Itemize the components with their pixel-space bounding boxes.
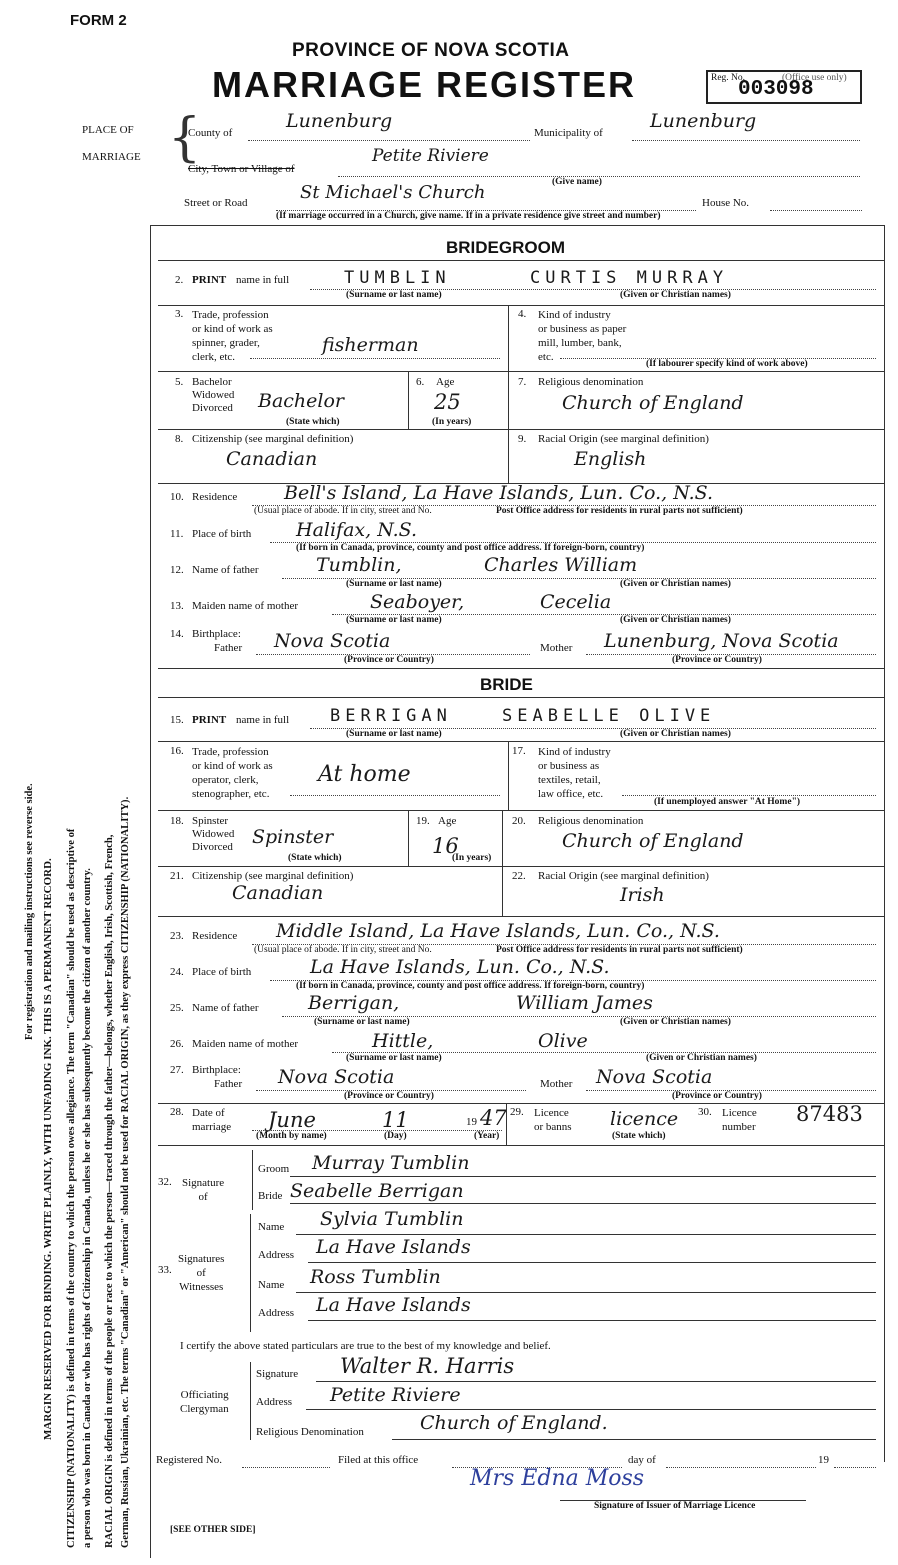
field-33-l2: of bbox=[196, 1267, 206, 1279]
field-5-l2: Widowed bbox=[192, 389, 235, 401]
field-17-note: (If unemployed answer "At Home") bbox=[654, 797, 801, 807]
field-17-l3: textiles, retail, bbox=[538, 774, 601, 786]
licence-number: 87483 bbox=[796, 1102, 863, 1126]
field-11-num: 11. bbox=[170, 528, 184, 540]
field-16-l1: Trade, profession bbox=[192, 746, 269, 758]
groom-father-surname: Tumblin, bbox=[316, 554, 402, 576]
field-8-num: 8. bbox=[175, 433, 184, 445]
field-29-label bbox=[534, 1106, 572, 1134]
bride-racial-origin: Irish bbox=[620, 884, 665, 906]
field-29-l2: or banns bbox=[534, 1121, 572, 1133]
field-14-num: 14. bbox=[170, 628, 184, 640]
field-4-l3: mill, lumber, bank, bbox=[538, 337, 622, 349]
field-33-l3: Witnesses bbox=[179, 1281, 224, 1293]
field-5-label bbox=[192, 376, 234, 415]
field-12-label: Name of father bbox=[192, 564, 259, 576]
field-5-l1: Bachelor bbox=[192, 376, 232, 388]
groom-residence: Bell's Island, La Have Islands, Lun. Co., N.S. bbox=[284, 482, 714, 504]
witness1-name-label: Name bbox=[258, 1221, 285, 1233]
field-3-num: 3. bbox=[175, 308, 184, 320]
groom-signature: Murray Tumblin bbox=[312, 1152, 470, 1174]
bride-birth-note: (If born in Canada, province, county and post office address. If foreign-born, country) bbox=[296, 981, 645, 991]
field-4-label bbox=[538, 308, 626, 364]
field-25-label: Name of father bbox=[192, 1002, 259, 1014]
mother-surname-note: (Surname or last name) bbox=[346, 615, 442, 625]
field-3-l4: clerk, etc. bbox=[192, 351, 236, 363]
father-surname-note: (Surname or last name) bbox=[346, 579, 442, 589]
field-33-label bbox=[178, 1252, 224, 1294]
officiating-l1: Officiating bbox=[180, 1389, 229, 1401]
field-2-num: 2. bbox=[175, 274, 184, 286]
groom-mother-birthplace: Lunenburg, Nova Scotia bbox=[604, 630, 839, 652]
field-4-l2: or business as paper bbox=[538, 323, 627, 335]
bride-age: 16 bbox=[432, 834, 459, 858]
margin-citizenship-def-2: a person who was born in Canada or who has rights of Citizenship in Canada, unless he or she has subsequently become the citizen of another country. bbox=[82, 868, 93, 1548]
field-25-num: 25. bbox=[170, 1002, 184, 1014]
officiating-label bbox=[180, 1388, 229, 1416]
field-27-mother: Mother bbox=[540, 1078, 573, 1090]
bride-state-which: (State which) bbox=[288, 853, 342, 863]
bride-father-surname-note: (Surname or last name) bbox=[314, 1017, 410, 1027]
officiating-l2: Clergyman bbox=[180, 1403, 229, 1415]
field-14-mother: Mother bbox=[540, 642, 573, 654]
field-17-l2: or business as bbox=[538, 760, 600, 772]
field-10-num: 10. bbox=[170, 491, 184, 503]
groom-religion: Church of England bbox=[562, 392, 744, 414]
field-20-label: Religious denomination bbox=[538, 815, 644, 827]
field-22-label: Racial Origin (see marginal definition) bbox=[538, 870, 709, 882]
field-26-num: 26. bbox=[170, 1038, 184, 1050]
bride-birthplace: La Have Islands, Lun. Co., N.S. bbox=[310, 956, 610, 978]
field-15-label-bold: PRINT bbox=[192, 714, 227, 726]
street-note: (If marriage occurred in a Church, give name. If in a private residence give street and number) bbox=[276, 211, 661, 221]
issuer-signature: Mrs Edna Moss bbox=[470, 1466, 645, 1491]
witness2-address: La Have Islands bbox=[316, 1294, 471, 1316]
filed-label: Filed at this office bbox=[338, 1454, 419, 1466]
bride-sig-label: Bride bbox=[258, 1190, 283, 1202]
field-7-num: 7. bbox=[518, 376, 527, 388]
field-6-label: Age bbox=[436, 376, 455, 388]
groom-mother-given: Cecelia bbox=[540, 591, 612, 613]
bride-status: Spinster bbox=[252, 826, 334, 848]
field-20-num: 20. bbox=[512, 815, 526, 827]
field-3-l1: Trade, profession bbox=[192, 309, 269, 321]
clergy-address-label: Address bbox=[256, 1396, 293, 1408]
clergy-address: Petite Riviere bbox=[330, 1384, 461, 1406]
field-23-label: Residence bbox=[192, 930, 238, 942]
field-3-l2: or kind of work as bbox=[192, 323, 273, 335]
bride-given-note: (Given or Christian names) bbox=[620, 729, 731, 739]
field-9-num: 9. bbox=[518, 433, 527, 445]
groom-birthplace: Halifax, N.S. bbox=[296, 519, 418, 541]
field-29-l1: Licence bbox=[534, 1107, 569, 1119]
field-28-l1: Date of bbox=[192, 1107, 225, 1119]
bride-citizenship: Canadian bbox=[232, 882, 324, 904]
place-label-2: MARRIAGE bbox=[82, 151, 141, 163]
groom-citizenship: Canadian bbox=[226, 448, 318, 470]
field-8-label: Citizenship (see marginal definition) bbox=[192, 433, 354, 445]
field-6-num: 6. bbox=[416, 376, 425, 388]
see-other-side: [SEE OTHER SIDE] bbox=[170, 1525, 256, 1535]
clergy-signature: Walter R. Harris bbox=[340, 1354, 515, 1378]
residence-note-2: Post Office address for residents in rural parts not sufficient) bbox=[496, 506, 743, 516]
municipality-value: Lunenburg bbox=[650, 110, 757, 132]
bride-surname: BERRIGAN bbox=[330, 706, 452, 726]
field-5-l3: Divorced bbox=[192, 402, 233, 414]
field-18-l2: Widowed bbox=[192, 828, 235, 840]
field-4-num: 4. bbox=[518, 308, 527, 320]
field-4-l1: Kind of industry bbox=[538, 309, 611, 321]
bride-father-surname: Berrigan, bbox=[308, 992, 400, 1014]
field-13-num: 13. bbox=[170, 600, 184, 612]
groom-racial-origin: English bbox=[574, 448, 647, 470]
margin-racial-def-1: RACIAL ORIGIN is defined in terms of the people or race to which the person—traced through the father—belongs, whether English, Irish, Scottish, French, bbox=[104, 834, 115, 1548]
reg-number-box bbox=[706, 70, 862, 104]
marriage-day: 11 bbox=[382, 1108, 409, 1132]
issuer-label: Signature of Issuer of Marriage Licence bbox=[594, 1501, 756, 1511]
marriage-month: June bbox=[268, 1108, 316, 1132]
field-32-label bbox=[182, 1176, 224, 1204]
field-18-num: 18. bbox=[170, 815, 184, 827]
field-16-l4: stenographer, etc. bbox=[192, 788, 270, 800]
father-given-note: (Given or Christian names) bbox=[620, 579, 731, 589]
bride-father-birthplace: Nova Scotia bbox=[278, 1066, 395, 1088]
given-note: (Given or Christian names) bbox=[620, 290, 731, 300]
field-4-note: (If labourer specify kind of work above) bbox=[646, 359, 808, 369]
field-18-label bbox=[192, 815, 234, 854]
reg-sub-label: (Office use only) bbox=[782, 73, 847, 83]
page-title: MARRIAGE REGISTER bbox=[212, 64, 637, 105]
field-24-label: Place of birth bbox=[192, 966, 252, 978]
field-14-label: Birthplace: bbox=[192, 628, 241, 640]
field-30-num: 30. bbox=[698, 1106, 712, 1118]
county-label: County of bbox=[188, 127, 233, 139]
witness2-name-label: Name bbox=[258, 1279, 285, 1291]
groom-age: 25 bbox=[434, 390, 461, 414]
mother-prov-note: (Province or Country) bbox=[672, 655, 762, 665]
field-27-label: Birthplace: bbox=[192, 1064, 241, 1076]
bride-trade: At home bbox=[318, 762, 411, 787]
registered-label: Registered No. bbox=[156, 1454, 222, 1466]
reg-number: 003098 bbox=[738, 78, 814, 101]
clergy-sig-label: Signature bbox=[256, 1368, 299, 1380]
field-17-label bbox=[538, 745, 611, 801]
groom-trade: fisherman bbox=[322, 334, 419, 356]
licence-or-banns: licence bbox=[610, 1108, 679, 1130]
field-28-label bbox=[192, 1106, 231, 1134]
bride-father-given-note: (Given or Christian names) bbox=[620, 1017, 731, 1027]
field-21-label: Citizenship (see marginal definition) bbox=[192, 870, 354, 882]
bride-residence: Middle Island, La Have Islands, Lun. Co., N.S. bbox=[276, 920, 720, 942]
field-21-num: 21. bbox=[170, 870, 184, 882]
day-of-label: day of bbox=[628, 1454, 656, 1466]
clergy-denomination: Church of England. bbox=[420, 1412, 608, 1434]
field-3-l3: spinner, grader, bbox=[192, 337, 260, 349]
field-28-num: 28. bbox=[170, 1106, 184, 1118]
field-19-label: Age bbox=[438, 815, 457, 827]
witness2-name: Ross Tumblin bbox=[310, 1266, 441, 1288]
field-9-label: Racial Origin (see marginal definition) bbox=[538, 433, 709, 445]
bride-mother-surname: Hittle, bbox=[372, 1030, 434, 1052]
margin-instructions: For registration and mailing instructions see reverse side. bbox=[24, 783, 35, 1040]
field-10-label: Residence bbox=[192, 491, 238, 503]
groom-given-names: CURTIS MURRAY bbox=[530, 268, 729, 288]
street-label: Street or Road bbox=[184, 197, 248, 209]
field-29-num: 29. bbox=[510, 1106, 524, 1118]
margin-racial-def-2: German, Russian, Ukrainian, etc. The terms "Canadian" or "American" should not be used for RACIAL ORIGIN, as they express CITIZENSHIP (NATIONALITY). bbox=[120, 796, 131, 1548]
licence-state-which: (State which) bbox=[612, 1131, 666, 1141]
place-brace: { bbox=[168, 108, 202, 168]
bride-surname-note: (Surname or last name) bbox=[346, 729, 442, 739]
field-17-l4: law office, etc. bbox=[538, 788, 604, 800]
marriage-year-prefix: 19 bbox=[466, 1116, 477, 1128]
field-2-label: name in full bbox=[236, 274, 290, 286]
field-18-l3: Divorced bbox=[192, 841, 233, 853]
city-value: Petite Riviere bbox=[372, 146, 489, 166]
state-which-note: (State which) bbox=[286, 417, 340, 427]
groom-father-given: Charles William bbox=[484, 554, 638, 576]
bride-section-title: BRIDE bbox=[480, 675, 533, 694]
field-14-father: Father bbox=[214, 642, 243, 654]
witness1-address-label: Address bbox=[258, 1249, 295, 1261]
filed-year-prefix: 19 bbox=[818, 1454, 829, 1466]
field-30-l2: number bbox=[722, 1121, 756, 1133]
give-name-note: (Give name) bbox=[552, 177, 602, 187]
birth-note: (If born in Canada, province, county and post office address. If foreign-born, country) bbox=[296, 543, 645, 553]
municipality-label: Municipality of bbox=[534, 127, 603, 139]
field-22-num: 22. bbox=[512, 870, 526, 882]
groom-mother-surname: Seaboyer, bbox=[370, 591, 465, 613]
bride-mother-given: Olive bbox=[538, 1030, 588, 1052]
marriage-year: 47 bbox=[480, 1106, 507, 1130]
field-30-l1: Licence bbox=[722, 1107, 757, 1119]
residence-note-1: (Usual place of abode. If in city, street and No. bbox=[254, 506, 432, 516]
field-27-num: 27. bbox=[170, 1064, 184, 1076]
field-3-label bbox=[192, 308, 273, 364]
bride-mother-given-note: (Given or Christian names) bbox=[646, 1053, 757, 1063]
field-18-l1: Spinster bbox=[192, 815, 229, 827]
bride-religion: Church of England bbox=[562, 830, 744, 852]
groom-status: Bachelor bbox=[258, 390, 345, 412]
bride-father-prov-note: (Province or Country) bbox=[344, 1091, 434, 1101]
clergy-denom-label: Religious Denomination bbox=[256, 1426, 364, 1438]
reg-label: Reg. No. bbox=[711, 73, 746, 83]
field-33-num: 33. bbox=[158, 1264, 172, 1276]
month-note: (Month by name) bbox=[256, 1131, 327, 1141]
bride-father-given: William James bbox=[516, 992, 653, 1014]
field-16-num: 16. bbox=[170, 745, 184, 757]
margin-binding-note: MARGIN RESERVED FOR BINDING. WRITE PLAINLY, WITH UNFADING INK. THIS IS A PERMANENT RECORD. bbox=[42, 858, 54, 1440]
field-16-l2: or kind of work as bbox=[192, 760, 273, 772]
place-label-1: PLACE OF bbox=[82, 124, 134, 136]
witness1-address: La Have Islands bbox=[316, 1236, 471, 1258]
witness1-name: Sylvia Tumblin bbox=[320, 1208, 464, 1230]
house-label: House No. bbox=[702, 197, 750, 209]
year-note: (Year) bbox=[474, 1131, 500, 1141]
groom-sig-label: Groom bbox=[258, 1163, 290, 1175]
margin-citizenship-def-1: CITIZENSHIP (NATIONALITY) is defined in terms of the country to which the person owes allegiance. The term "Canadian" should be used as descriptive of bbox=[66, 828, 77, 1548]
bride-mother-surname-note: (Surname or last name) bbox=[346, 1053, 442, 1063]
field-5-num: 5. bbox=[175, 376, 184, 388]
bride-given-names: SEABELLE OLIVE bbox=[502, 706, 716, 726]
field-17-num: 17. bbox=[512, 745, 526, 757]
bride-in-years: (In years) bbox=[452, 853, 492, 863]
bride-residence-note-2: Post Office address for residents in rural parts not sufficient) bbox=[496, 945, 743, 955]
certify-statement: I certify the above stated particulars are true to the best of my knowledge and belief. bbox=[180, 1340, 551, 1352]
field-11-label: Place of birth bbox=[192, 528, 252, 540]
field-30-label bbox=[722, 1106, 757, 1134]
field-17-l1: Kind of industry bbox=[538, 746, 611, 758]
field-24-num: 24. bbox=[170, 966, 184, 978]
mother-given-note: (Given or Christian names) bbox=[620, 615, 731, 625]
groom-father-birthplace: Nova Scotia bbox=[274, 630, 391, 652]
field-16-label bbox=[192, 745, 273, 801]
day-note: (Day) bbox=[384, 1131, 407, 1141]
bride-mother-prov-note: (Province or Country) bbox=[672, 1091, 762, 1101]
field-28-l2: marriage bbox=[192, 1121, 232, 1133]
bride-signature: Seabelle Berrigan bbox=[290, 1180, 464, 1202]
bride-mother-birthplace: Nova Scotia bbox=[596, 1066, 713, 1088]
field-26-label: Maiden name of mother bbox=[192, 1038, 298, 1050]
surname-note: (Surname or last name) bbox=[346, 290, 442, 300]
field-19-num: 19. bbox=[416, 815, 430, 827]
field-32-num: 32. bbox=[158, 1176, 172, 1188]
street-value: St Michael's Church bbox=[300, 182, 486, 203]
field-23-num: 23. bbox=[170, 930, 184, 942]
field-2-label-bold: PRINT bbox=[192, 274, 227, 286]
field-15-num: 15. bbox=[170, 714, 184, 726]
field-15-label: name in full bbox=[236, 714, 290, 726]
field-12-num: 12. bbox=[170, 564, 184, 576]
groom-section-title: BRIDEGROOM bbox=[446, 238, 565, 257]
witness2-address-label: Address bbox=[258, 1307, 295, 1319]
county-value: Lunenburg bbox=[286, 110, 393, 132]
father-prov-note: (Province or Country) bbox=[344, 655, 434, 665]
field-13-label: Maiden name of mother bbox=[192, 600, 298, 612]
province-title: PROVINCE OF NOVA SCOTIA bbox=[292, 40, 570, 61]
form-number: FORM 2 bbox=[70, 12, 127, 29]
groom-surname: TUMBLIN bbox=[344, 268, 451, 288]
field-32-l2: of bbox=[198, 1191, 208, 1203]
field-27-father: Father bbox=[214, 1078, 243, 1090]
field-7-label: Religious denomination bbox=[538, 376, 644, 388]
field-16-l3: operator, clerk, bbox=[192, 774, 259, 786]
field-33-l1: Signatures bbox=[178, 1253, 225, 1265]
field-4-l4: etc. bbox=[538, 351, 554, 363]
bride-residence-note-1: (Usual place of abode. If in city, street and No. bbox=[254, 945, 432, 955]
field-32-l1: Signature bbox=[182, 1177, 225, 1189]
in-years-note: (In years) bbox=[432, 417, 472, 427]
city-label: City, Town or Village of bbox=[188, 163, 295, 175]
